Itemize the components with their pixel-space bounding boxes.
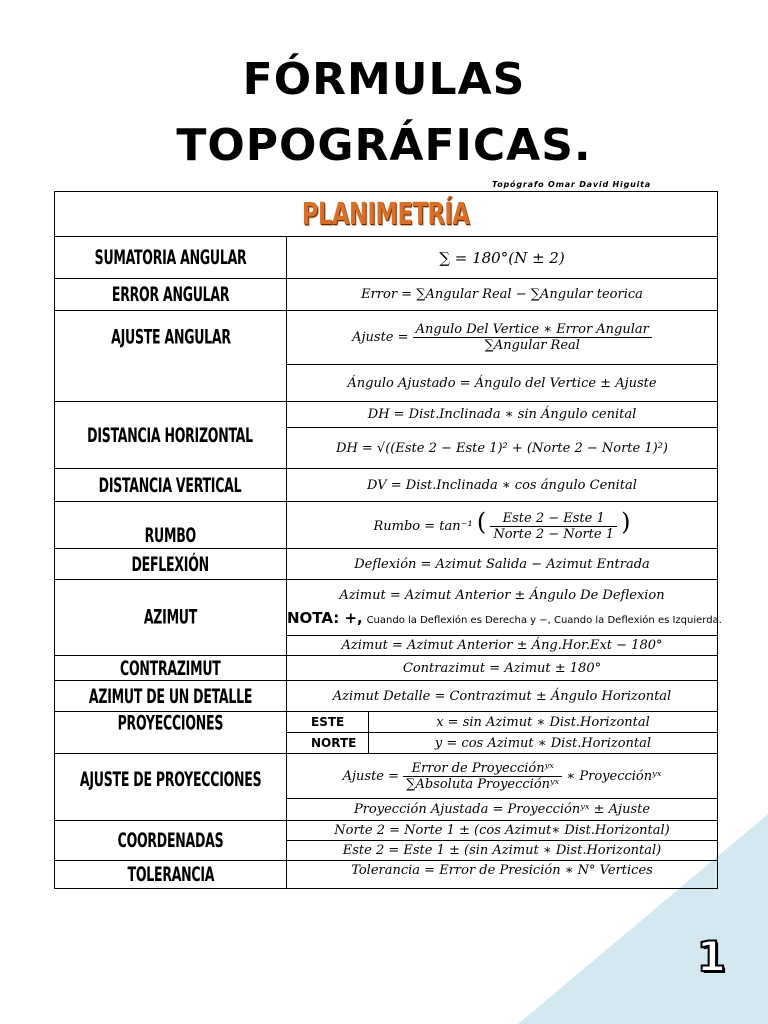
- row-label: PROYECCIONES: [55, 708, 287, 756]
- formula: y = cos Azimut ∗ Dist.Horizontal: [369, 733, 718, 754]
- section-header: PLANIMETRÍA: [55, 192, 718, 237]
- row-label: ERROR ANGULAR: [55, 276, 287, 313]
- row-label: DISTANCIA HORIZONTAL: [55, 396, 287, 473]
- formula: Ángulo Ajustado = Ángulo del Vertice ± Ajuste: [287, 365, 718, 402]
- row-label: AJUSTE ANGULAR: [55, 304, 287, 409]
- table-row: [55, 821, 718, 841]
- formula: Azimut = Azimut Anterior ± Áng.Hor.Ext − 180°: [287, 636, 718, 656]
- formula: DH = √((Este 2 − Este 1)² + (Norte 2 − Norte 1)²): [287, 428, 718, 469]
- row-label: SUMATORIA ANGULAR: [55, 233, 287, 281]
- author-credit: Topógrafo Omar David Higuita: [492, 180, 651, 189]
- sub-label-este: ESTE: [287, 712, 369, 733]
- table-row: [55, 402, 718, 428]
- formula: Deflexión = Azimut Salida − Azimut Entrada: [287, 549, 718, 580]
- sub-label-norte: NORTE: [287, 733, 369, 754]
- table-row: [55, 237, 718, 279]
- table-row: [55, 861, 718, 889]
- formula: Contrazimut = Azimut ± 180°: [287, 656, 718, 681]
- formula: Ajuste = $\frac{\text{Angulo Del Vertice ∗ Error Angular}}{\text{∑Angular Real}}$: [287, 311, 718, 365]
- formula: Tolerancia = Error de Presición ∗ N° Vertices: [287, 861, 718, 889]
- formula: Proyección Ajustada = Proyecciónʸˣ ± Ajuste: [287, 799, 718, 821]
- note: NOTA: +, Cuando la Deflexión es Derecha y −, Cuando la Deflexión es Izquierda.: [287, 609, 722, 627]
- table-row: [55, 656, 718, 681]
- row-label: AJUSTE DE PROYECCIONES: [55, 748, 287, 825]
- table-row: [55, 754, 718, 799]
- page-title-line2: TOPOGRÁFICAS.: [176, 120, 592, 171]
- formula: Error = ∑Angular Real − ∑Angular teorica: [287, 279, 718, 311]
- formula: Ajuste = $\frac{\text{Error de Proyecciónʸˣ}}{\text{∑Absoluta Proyecciónʸˣ}}$ ∗ Proyecciónʸˣ: [287, 754, 718, 799]
- formula: Norte 2 = Norte 1 ± (cos Azimut∗ Dist.Horizontal): [287, 821, 718, 841]
- table-row: [55, 502, 718, 549]
- row-label: CONTRAZIMUT: [55, 654, 287, 683]
- row-label: RUMBO: [55, 498, 287, 552]
- formula: x = sin Azimut ∗ Dist.Horizontal: [369, 712, 718, 733]
- formula: Este 2 = Este 1 ± (sin Azimut ∗ Dist.Horizontal): [287, 841, 718, 861]
- formula: Azimut = Azimut Anterior ± Ángulo De Deflexion NOTA: +, Cuando la Deflexión es Derecha y −, Cuando la Deflexión es Izquierda.: [287, 580, 718, 636]
- formula: Rumbo = tan⁻¹ ( $\frac{\text{Este 2 − Este 1}}{\text{Norte 2 − Norte 1}}$ ): [287, 502, 718, 549]
- formula-table: [54, 191, 722, 889]
- formula: DV = Dist.Inclinada ∗ cos ángulo Cenital: [287, 469, 718, 502]
- row-label: TOLERANCIA: [55, 858, 287, 890]
- formula: ∑ = 180°(N ± 2): [287, 237, 718, 279]
- page-title-line1: FÓRMULAS: [242, 54, 526, 105]
- table-row: [55, 681, 718, 712]
- formula: Azimut Detalle = Contrazimut ± Ángulo Horizontal: [287, 681, 718, 712]
- row-label: DISTANCIA VERTICAL: [55, 466, 287, 504]
- table-row: [55, 712, 718, 733]
- table-row: [55, 580, 718, 636]
- table-row: [55, 469, 718, 502]
- page-number: 1: [696, 932, 726, 981]
- row-label: COORDENADAS: [55, 818, 287, 864]
- formula: DH = Dist.Inclinada ∗ sin Ángulo cenital: [287, 402, 718, 428]
- row-label: DEFLEXIÓN: [55, 546, 287, 582]
- row-label: AZIMUT DE UN DETALLE: [55, 678, 287, 714]
- table-row: [55, 311, 718, 365]
- row-label: AZIMUT: [55, 574, 287, 661]
